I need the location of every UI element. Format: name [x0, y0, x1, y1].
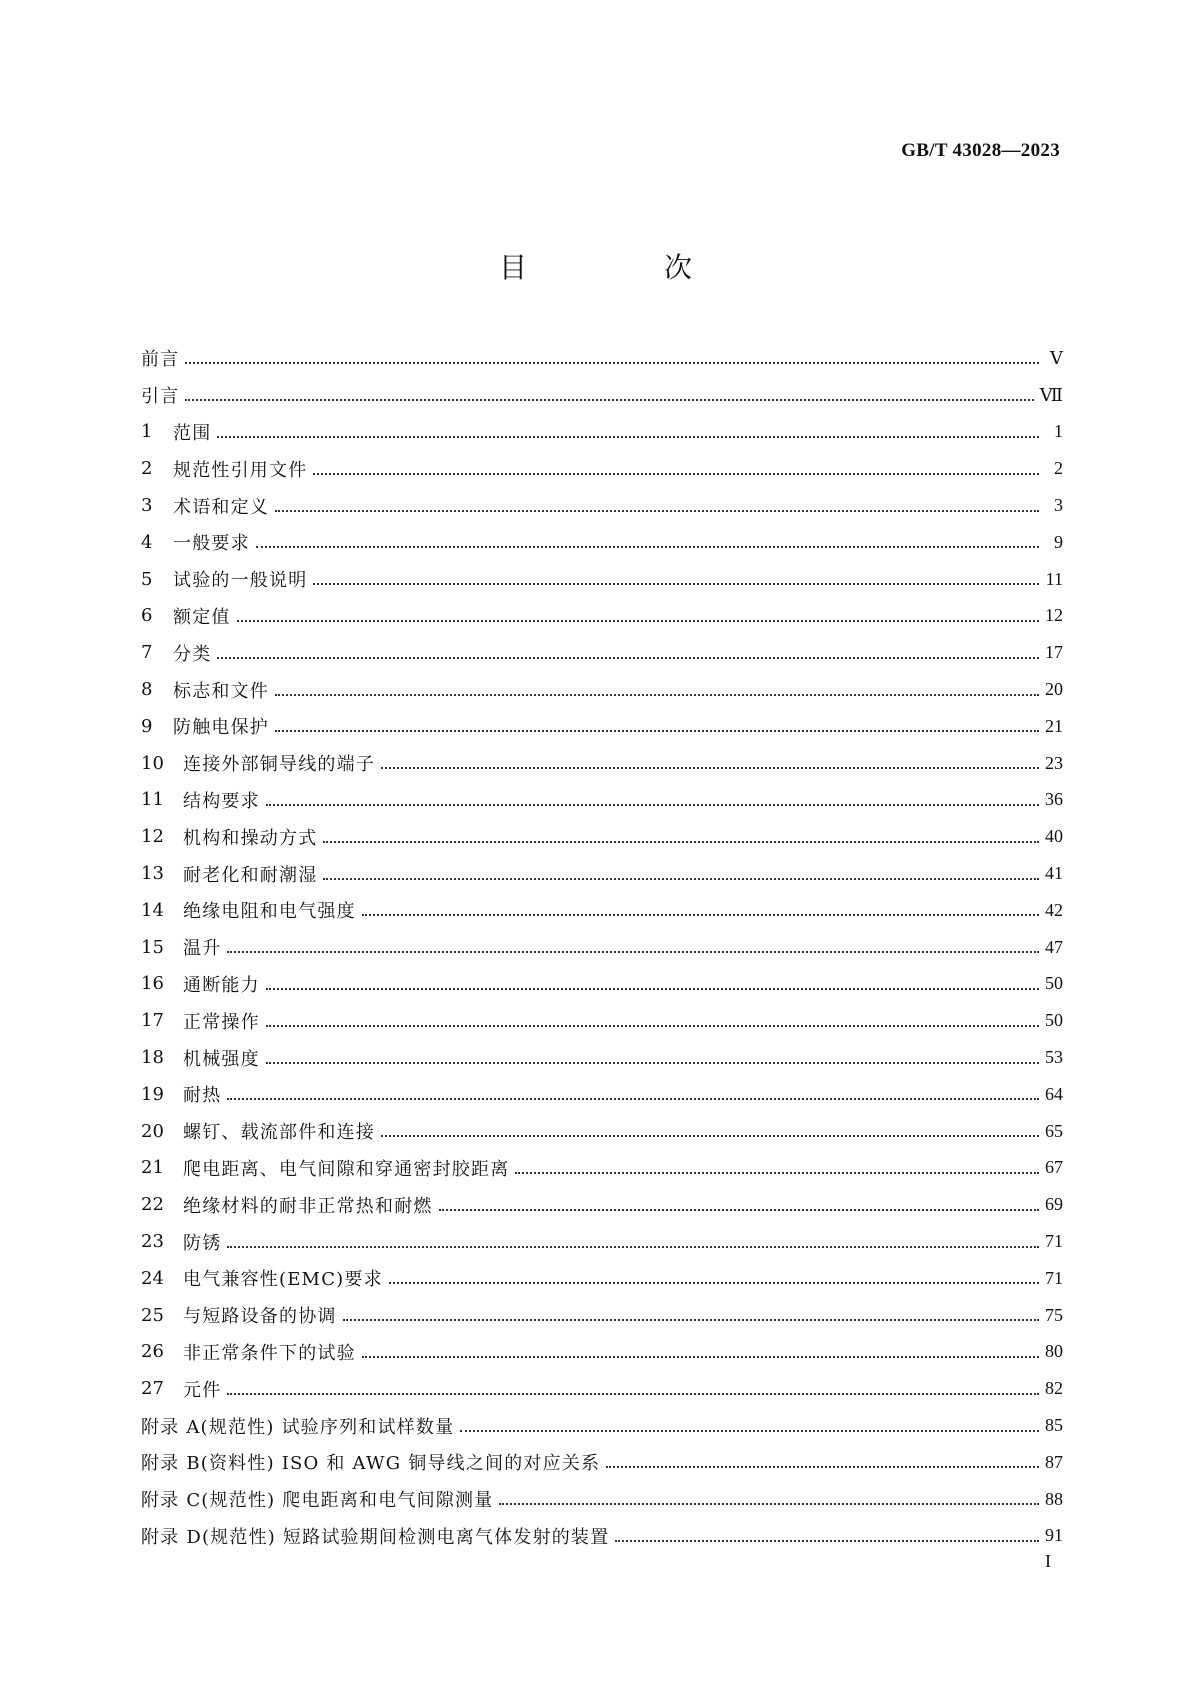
page-number: I: [1045, 1551, 1051, 1571]
toc-entry-number: 17: [141, 1010, 164, 1032]
toc-entry-label: 结构要求: [183, 790, 260, 812]
toc-entry-page: 91: [1045, 1525, 1063, 1546]
toc-entry-number: 8: [141, 679, 153, 701]
toc-entry[interactable]: [141, 671, 1063, 708]
dot-leader: [217, 639, 1039, 659]
toc-entry-page: 40: [1045, 826, 1063, 847]
dot-leader: [185, 344, 1039, 364]
toc-entry-page: 42: [1045, 899, 1063, 920]
toc-entry-page: 11: [1045, 568, 1063, 589]
toc-entry-label: 通断能力: [183, 974, 260, 996]
toc-entry-label: 爬电距离、电气间隙和穿通密封胶距离: [183, 1158, 510, 1180]
toc-entry-number: 14: [141, 899, 164, 921]
toc-entry[interactable]: [141, 1039, 1063, 1076]
dot-leader: [275, 676, 1039, 696]
dot-leader: [266, 970, 1039, 990]
dot-leader: [227, 1228, 1039, 1248]
toc-entry-number: 2: [141, 458, 153, 480]
toc-entry-number: 23: [141, 1231, 164, 1253]
dot-leader: [323, 860, 1039, 880]
toc-entry-number: 5: [141, 568, 153, 590]
toc-entry[interactable]: [141, 708, 1063, 745]
toc-entry[interactable]: [141, 745, 1063, 782]
toc-entry[interactable]: [141, 414, 1063, 451]
table-of-contents: [141, 340, 1063, 1554]
dot-leader: [185, 381, 1033, 401]
toc-entry-label: 附录 C(规范性) 爬电距离和电气间隙测量: [141, 1490, 494, 1512]
dot-leader: [362, 1338, 1039, 1358]
toc-entry-page: 41: [1045, 863, 1063, 884]
dot-leader: [227, 933, 1039, 953]
toc-entry-label: 机构和操动方式: [183, 827, 318, 849]
dot-leader: [499, 1485, 1039, 1505]
toc-entry-label: 附录 A(规范性) 试验序列和试样数量: [141, 1416, 455, 1438]
toc-entry-label: 机械强度: [183, 1048, 260, 1070]
toc-entry-label: 温升: [183, 938, 222, 960]
dot-leader: [439, 1191, 1039, 1211]
toc-entry-label: 元件: [183, 1379, 222, 1401]
toc-entry-page: 47: [1045, 936, 1063, 957]
toc-entry-number: 1: [141, 421, 153, 443]
toc-entry-page: 2: [1054, 458, 1063, 479]
toc-entry-page: 71: [1045, 1267, 1063, 1288]
dot-leader: [275, 712, 1039, 732]
toc-entry-label: 防锈: [183, 1232, 222, 1254]
toc-entry-label: 与短路设备的协调: [183, 1306, 337, 1328]
dot-leader: [237, 602, 1039, 622]
toc-entry[interactable]: [141, 818, 1063, 855]
toc-entry-number: 25: [141, 1304, 164, 1326]
toc-entry[interactable]: [141, 1150, 1063, 1187]
toc-entry-number: 24: [141, 1267, 164, 1289]
toc-entry-page: Ⅶ: [1039, 384, 1063, 405]
toc-entry[interactable]: [141, 1260, 1063, 1297]
toc-entry-label: 防触电保护: [173, 717, 269, 739]
toc-entry-page: 50: [1045, 1010, 1063, 1031]
dot-leader: [606, 1448, 1039, 1468]
toc-entry-label: 附录 D(规范性) 短路试验期间检测电离气体发射的装置: [141, 1526, 610, 1548]
toc-entry-page: 69: [1045, 1194, 1063, 1215]
dot-leader: [381, 749, 1039, 769]
toc-entry-label: 绝缘材料的耐非正常热和耐燃: [183, 1195, 433, 1217]
toc-entry-number: 19: [141, 1083, 164, 1105]
toc-entry-label: 术语和定义: [173, 496, 269, 518]
toc-entry-number: 3: [141, 495, 153, 517]
toc-entry[interactable]: [141, 377, 1063, 414]
toc-entry-page: 20: [1045, 679, 1063, 700]
toc-entry-page: 9: [1054, 531, 1063, 552]
dot-leader: [389, 1264, 1039, 1284]
toc-entry-page: 67: [1045, 1157, 1063, 1178]
toc-entry[interactable]: [141, 634, 1063, 671]
toc-entry-number: 21: [141, 1157, 164, 1179]
toc-entry-label: 正常操作: [183, 1011, 260, 1033]
dot-leader: [615, 1522, 1039, 1542]
toc-entry-label: 一般要求: [173, 533, 250, 555]
toc-entry-label: 引言: [141, 386, 180, 408]
toc-entry[interactable]: [141, 782, 1063, 819]
toc-entry[interactable]: [141, 487, 1063, 524]
toc-entry-number: 20: [141, 1120, 164, 1142]
toc-entry-page: 1: [1054, 421, 1063, 442]
toc-entry[interactable]: [141, 1444, 1063, 1481]
toc-entry[interactable]: [141, 1113, 1063, 1150]
toc-entry-number: 9: [141, 715, 153, 737]
dot-leader: [362, 896, 1039, 916]
toc-entry-number: 4: [141, 531, 153, 553]
toc-entry[interactable]: [141, 561, 1063, 598]
toc-entry-page: 53: [1045, 1047, 1063, 1068]
toc-entry-page: 64: [1045, 1083, 1063, 1104]
page-title: 目 次: [499, 251, 756, 284]
toc-entry-page: 36: [1045, 789, 1063, 810]
toc-entry[interactable]: [141, 1334, 1063, 1371]
dot-leader: [313, 565, 1039, 585]
toc-entry[interactable]: [141, 855, 1063, 892]
dot-leader: [266, 1044, 1039, 1064]
toc-entry-page: 85: [1045, 1415, 1063, 1435]
toc-entry[interactable]: [141, 892, 1063, 929]
toc-entry-number: 10: [141, 752, 164, 774]
toc-entry-label: 前言: [141, 349, 180, 371]
toc-entry-number: 27: [141, 1378, 164, 1400]
dot-leader: [343, 1301, 1039, 1321]
dot-leader: [256, 528, 1039, 548]
toc-entry-label: 非正常条件下的试验: [183, 1342, 356, 1364]
toc-entry[interactable]: [141, 1297, 1063, 1334]
toc-entry-number: 15: [141, 936, 164, 958]
toc-entry-number: 7: [141, 642, 153, 664]
toc-entry-number: 12: [141, 826, 164, 848]
dot-leader: [227, 1375, 1039, 1395]
dot-leader: [266, 1007, 1039, 1027]
toc-entry-label: 额定值: [173, 606, 231, 628]
dot-leader: [275, 492, 1039, 512]
dot-leader: [381, 1117, 1039, 1137]
toc-entry-page: 82: [1045, 1378, 1063, 1399]
toc-entry-page: 50: [1045, 973, 1063, 994]
dot-leader: [217, 418, 1039, 438]
toc-entry[interactable]: [141, 1518, 1063, 1555]
dot-leader: [323, 823, 1039, 843]
toc-entry[interactable]: [141, 966, 1063, 1003]
toc-entry-label: 标志和文件: [173, 680, 269, 702]
toc-entry-page: 21: [1045, 715, 1063, 736]
toc-entry[interactable]: [141, 1370, 1063, 1407]
toc-entry-page: 75: [1045, 1304, 1063, 1325]
dot-leader: [460, 1412, 1039, 1432]
toc-entry-number: 6: [141, 605, 153, 627]
toc-entry[interactable]: [141, 450, 1063, 487]
toc-entry-label: 耐热: [183, 1085, 222, 1107]
toc-entry[interactable]: [141, 929, 1063, 966]
standard-code: GB/T 43028—2023: [901, 140, 1060, 161]
toc-entry-number: 18: [141, 1047, 164, 1069]
toc-entry-number: 26: [141, 1341, 164, 1363]
toc-entry-label: 螺钉、载流部件和连接: [183, 1122, 375, 1144]
toc-entry-label: 范围: [173, 422, 212, 444]
toc-entry[interactable]: [141, 1002, 1063, 1039]
toc-entry-label: 分类: [173, 643, 212, 665]
dot-leader: [266, 786, 1039, 806]
toc-entry-page: 17: [1045, 642, 1063, 663]
toc-entry[interactable]: [141, 1481, 1063, 1518]
toc-entry-page: 65: [1045, 1120, 1063, 1141]
toc-entry-label: 电气兼容性(EMC)要求: [183, 1269, 383, 1291]
toc-entry-page: 3: [1054, 495, 1063, 516]
toc-entry-label: 试验的一般说明: [173, 570, 308, 592]
dot-leader: [313, 455, 1039, 475]
toc-entry-number: 11: [141, 789, 164, 811]
toc-entry[interactable]: [141, 1076, 1063, 1113]
toc-entry-page: 87: [1045, 1451, 1063, 1472]
toc-entry[interactable]: [141, 598, 1063, 635]
toc-entry[interactable]: [141, 1223, 1063, 1260]
toc-entry-page: Ⅴ: [1050, 347, 1063, 368]
toc-entry-label: 规范性引用文件: [173, 459, 308, 481]
toc-entry[interactable]: [141, 524, 1063, 561]
toc-entry-page: 12: [1045, 605, 1063, 626]
toc-entry-label: 耐老化和耐潮湿: [183, 864, 318, 886]
toc-entry[interactable]: [141, 340, 1063, 377]
dot-leader: [227, 1080, 1039, 1100]
toc-entry-label: 连接外部铜导线的端子: [183, 754, 375, 776]
toc-entry-number: 22: [141, 1194, 164, 1216]
toc-entry[interactable]: [141, 1407, 1063, 1444]
dot-leader: [515, 1154, 1039, 1174]
toc-entry-label: 绝缘电阻和电气强度: [183, 901, 356, 923]
toc-entry-page: 23: [1045, 752, 1063, 773]
toc-entry-page: 88: [1045, 1488, 1063, 1509]
toc-entry-label: 附录 B(资料性) ISO 和 AWG 铜导线之间的对应关系: [141, 1453, 601, 1475]
toc-entry-page: 80: [1045, 1341, 1063, 1362]
toc-entry[interactable]: [141, 1186, 1063, 1223]
toc-entry-number: 16: [141, 973, 164, 995]
toc-entry-page: 71: [1045, 1231, 1063, 1252]
toc-entry-number: 13: [141, 863, 164, 885]
